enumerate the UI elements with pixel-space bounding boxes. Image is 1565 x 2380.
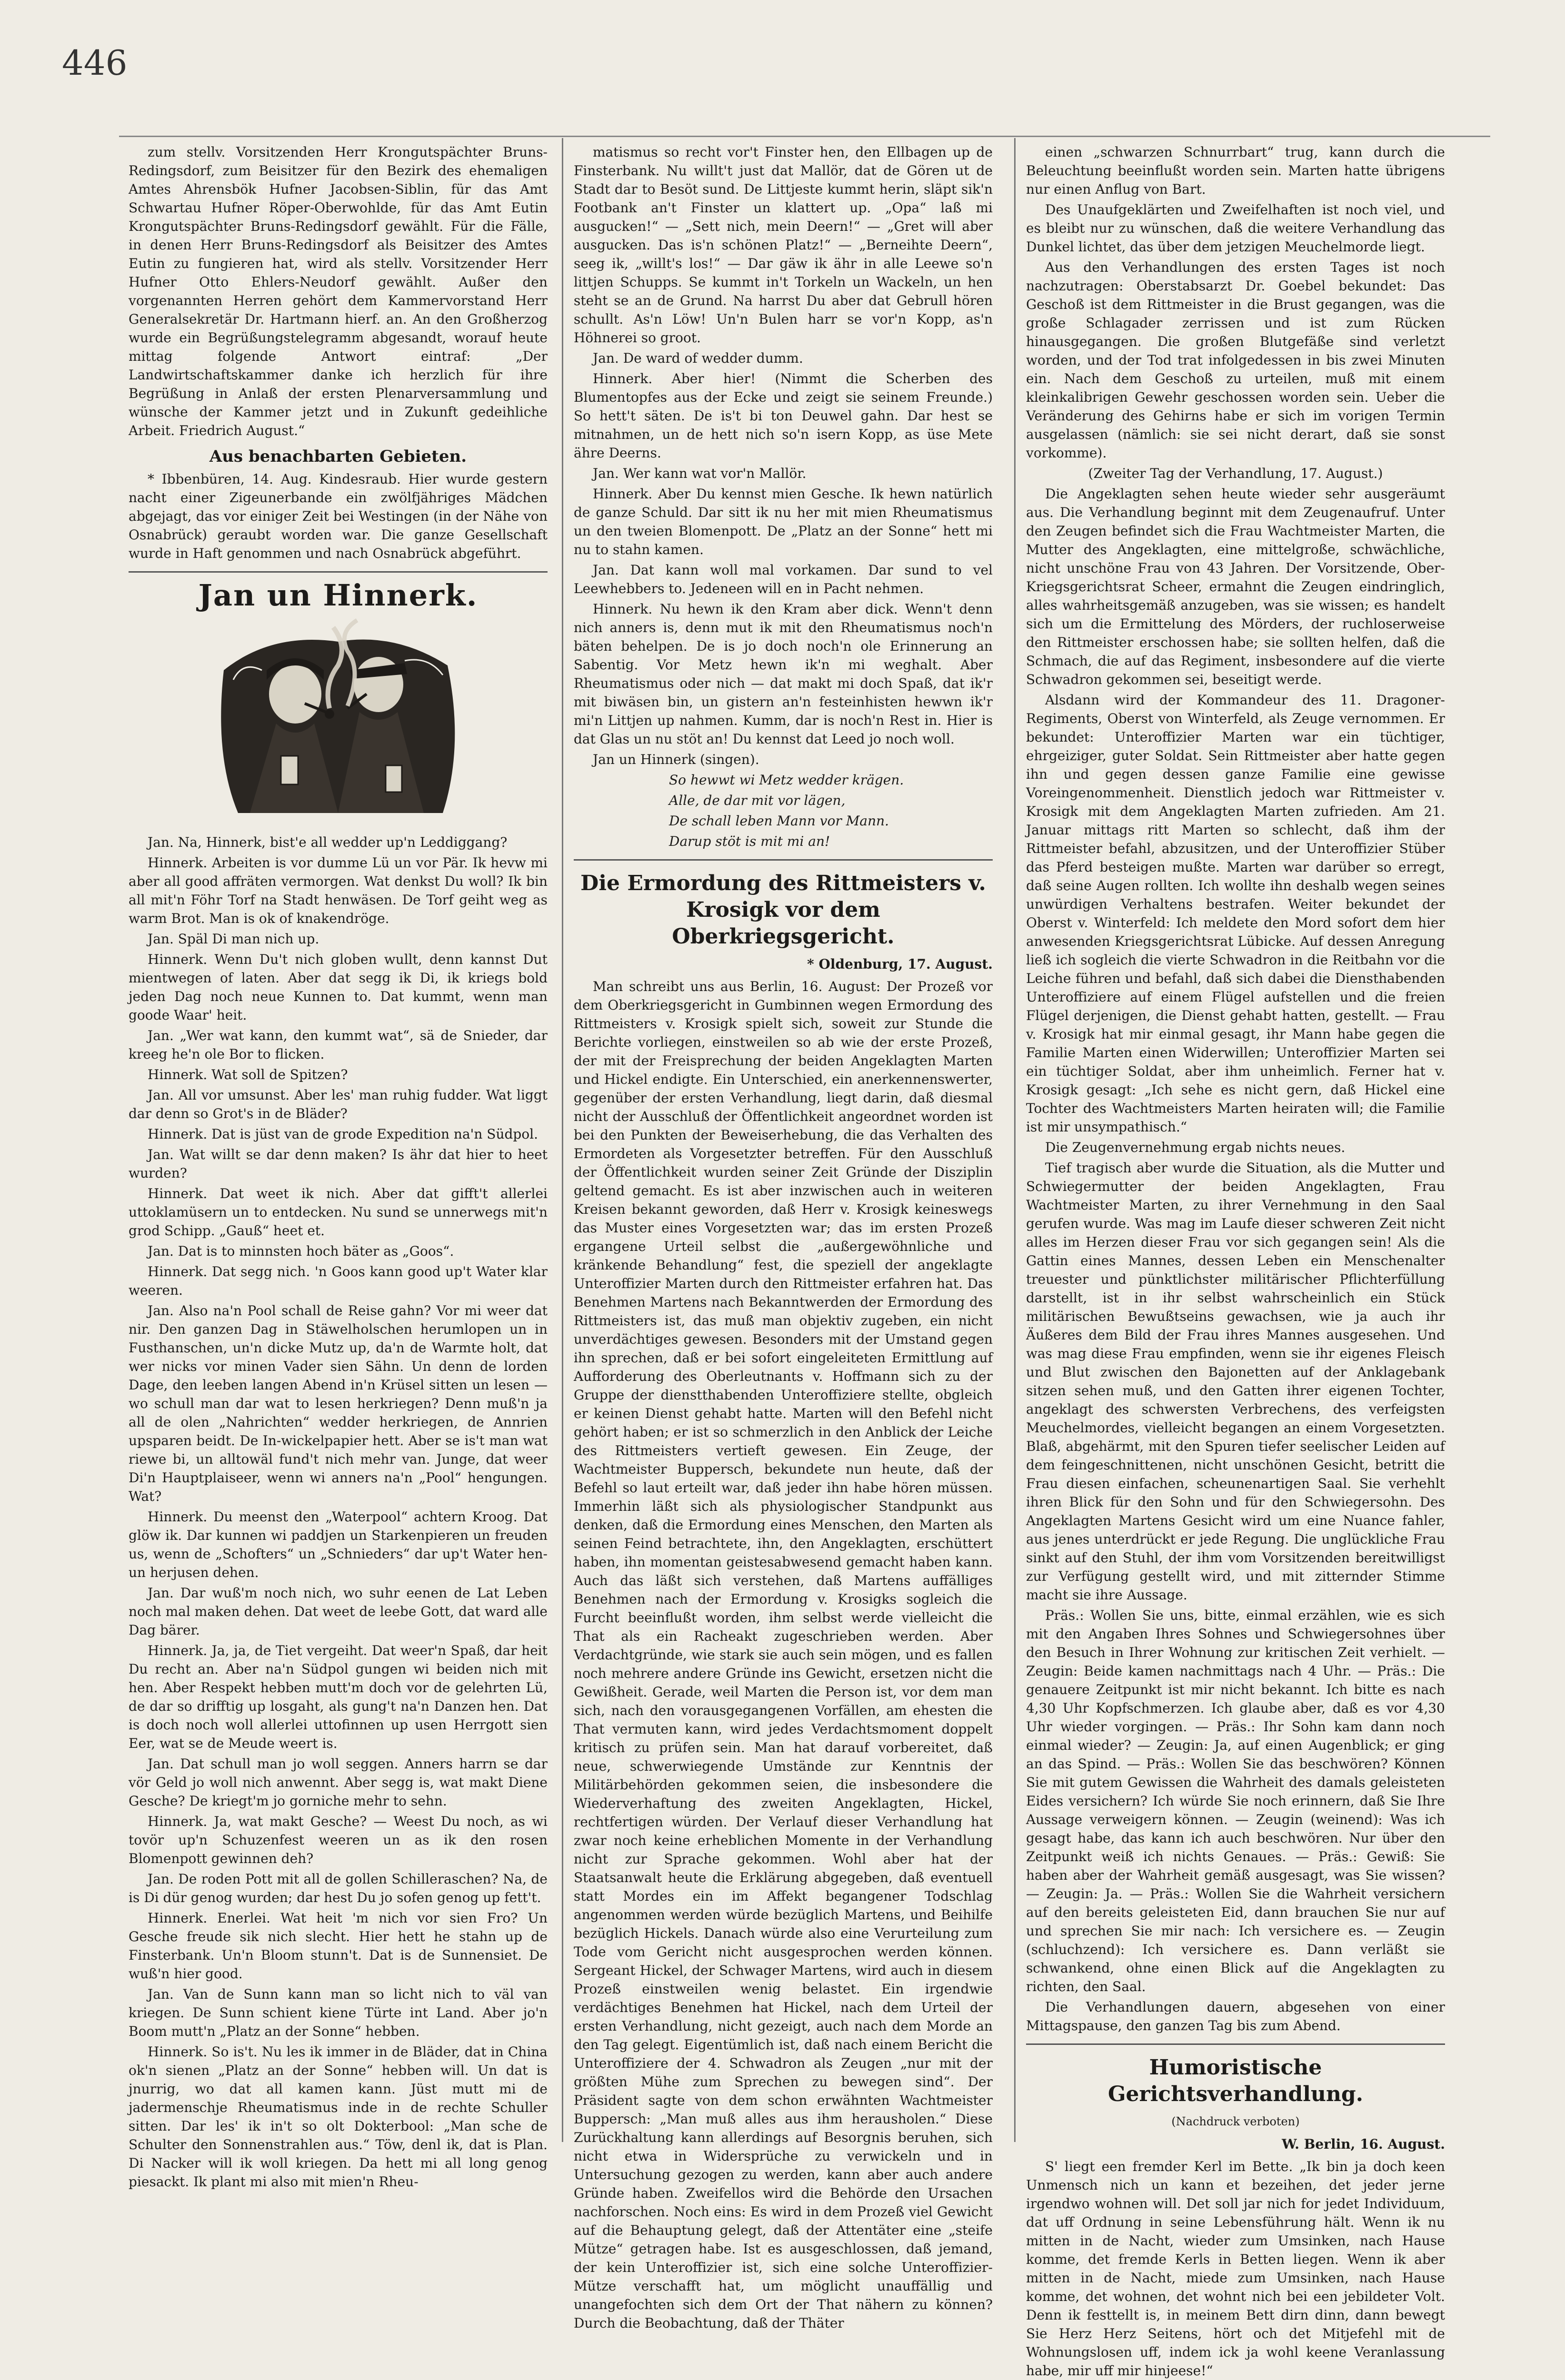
dialogue-line: Hinnerk. So is't. Nu les ik immer in de Bläder, dat in China ok'n sienen „Platz an der Sonne“ hebben will. Un dat is jnurrig, wo dat all kamen kann. Jüst mutt mi de jadermenschje Rheumatismus inde in de rechte Schuller sitten. Dar les' ik in't so olt Dokterbool: „Man sche de Schulter den Sonnenstrahlen aus.“ Töw, denl ik, dat is Plan. Di Nacker will ik woll kriegen. Da hett mi all long genog piesackt. Ik plant mi also mit mien'n Rheu-	[129, 2044, 548, 2190]
article-paragraph: Die Verhandlungen dauern, abgesehen von einer Mittagspause, den ganzen Tag bis zum Abend.	[1026, 1999, 1445, 2033]
article-paragraph: Man schreibt uns aus Berlin, 16. August: Der Prozeß vor dem Oberkriegsgericht in Gumbinnen wegen Ermordung des Rittmeisters v. Krosigk spielt sich, soweit zur Stunde die Berichte vorliegen, einstweilen so ab wie der erste Prozeß, der mit der Freisprechung der beiden Angeklagten Marten und Hickel endigte. Ein Unterschied, ein anerkennenswerter, gegenüber der ersten Verhandlung, liegt darin, daß diesmal nicht der Ausschluß der Öffentlichkeit angeordnet worden ist bei den Punkten der Beweiserhebung, die das Verhalten des Ermordeten als Vorgesetzter betreffen. Für den Ausschluß der Öffentlichkeit wurden seiner Zeit Gründe der Disziplin geltend gemacht. Es ist aber inzwischen auch in weiteren Kreisen bekannt geworden, daß Herr v. Krosigk keineswegs das Muster eines Vorgesetzten war; das im ersten Prozeß ergangene Urteil selbst die „außergewöhnliche und kränkende Behandlung“ fest, die speziell der angeklagte Unteroffizier Marten durch den Rittmeister erfahren hat. Das Benehmen Martens nach Bekanntwerden der Ermordung des Rittmeisters ist, das muß man objektiv zugeben, ein nicht unverdächtiges gewesen. Besonders mit der Umstand gegen ihn sprechen, daß er bei sofort eingeleiteten Ermittlung auf Aufforderung des Oberleutnants v. Hoffmann sich zu der Gruppe der dienstthabenden Unteroffiziere stellte, obgleich er keinen Dienst gehabt hatte. Marten will den Befehl nicht gehört haben; er ist so schmerzlich in den Anblick der Leiche des Rittmeisters vertieft gewesen. Ein Zeuge, der Wachtmeister Buppersch, bekundete nun heute, daß der Befehl so laut erteilt war, daß jeder ihn habe hören müssen. Immerhin läßt sich als physiologischer Standpunkt aus denken, daß die Ermordung eines Menschen, den Marten als seinen Feind betrachtete, ihn, den Angeklagten, erschüttert haben, ihn momentan geistesabwesend gemacht haben kann. Auch das läßt sich verstehen, daß Martens auffälliges Benehmen nach der Ermordung v. Krosigks sogleich die Furcht beeinflußt worden, ihm selbst werde vielleicht die That als ein Racheakt zugeschrieben werden. Aber Verdachtgründe, wie stark sie auch sein mögen, und es fallen noch mehrere andere Gründe ins Gewicht, ersetzen nicht die Gewißheit. Gerade, weil Marten die Person ist, vor dem man sich, nach den vorausgegangenen Vorfällen, am ehesten die That vermuten kann, wird jedes Verdachtsmoment doppelt kritisch zu prüfen sein. Man hat darauf vorbereitet, daß neue, schwerwiegende Umstände zur Kenntnis der Militärbehörden gekommen seien, die insbesondere die Wiederverhaftung des zweiten Angeklagten, Hickel, rechtfertigen würden. Der Verlauf dieser Verhandlung hat zwar noch keine erheblichen Momente in der Verhandlung nicht zur Sprache gekommen. Wohl aber hat der Staatsanwalt heute die Erklärung abgegeben, daß eventuell statt Mordes ein im Affekt begangener Todschlag angenommen werden würde bezüglich Martens, und Beihilfe bezüglich Hickels. Danach würde also eine Verurteilung zum Tode vom Gericht nicht ausgesprochen werden können. Sergeant Hickel, der Schwager Martens, wird auch in diesem Prozeß einstweilen wenig belastet. Ein irgendwie verdächtiges Benehmen hat Hickel, nach dem Urteil der ersten Verhandlung, nicht gezeigt, auch nach dem Morde an den Tag gelegt. Eigentümlich ist, daß nach einem Bericht die Unteroffiziere der 4. Schwadron als Zeugen „nur mit der größten Mühe zum Sprechen zu bewegen sind“. Der Präsident sagte von dem schon erwähnten Wachtmeister Buppersch: „Man muß alles aus ihm herausholen.“ Diese Zurückhaltung kann allerdings auf Besorgnis beruhen, sich nicht etwa in Widersprüche zu verwickeln und in Untersuchung gezogen zu werden, kann aber auch andere Gründe haben. Zweifellos wird die Behörde den Ursachen nachforschen. Noch eins: Es wird in dem Prozeß viel Gewicht auf die Behauptung gelegt, daß der Attentäter eine „steife Mütze“ getragen habe. Ist es ausgeschlossen, daß jemand, der kein Unteroffizier ist, sich eine solche Unteroffizier-Mütze verschafft hat, um möglicht unauffällig und unangefochten sich dem Ort der That nähern zu können? Durch die Beobachtung, daß der Thäter	[574, 979, 993, 2331]
divider	[1026, 2043, 1445, 2045]
article-paragraph: Alsdann wird der Kommandeur des 11. Dragoner-Regiments, Oberst von Winterfeld, als Zeuge vernommen. Er bekundet: Unteroffizier Marten war ein tüchtiger, ehrgeiziger, guter Soldat. Sein Rittmeister aber hatte gegen ihn und gegen dessen ganze Familie eine gewisse Voreingenommenheit. Dienstlich jedoch war Rittmeister v. Krosigk mit dem Angeklagten Marten zufrieden. Am 21. Januar mittags ritt Marten so schlecht, daß ihm der Rittmeister befahl, abzusitzen, und der Unteroffizier Stüber das Pferd besteigen mußte. Marten war darüber so erregt, daß seine Augen rollten. Ich wollte ihn deshalb wegen seines unwürdigen Verhaltens bestrafen. Weiter bekundet der Oberst v. Winterfeld: Ich meldete den Mord sofort dem hier anwesenden Kriegsgerichtsrat Lübicke. Auf dessen Anregung ließ ich sogleich die vierte Schwadron in die Reitbahn vor die Leiche führen und befahl, daß sich dabei die Diensthabenden Unteroffiziere auf einem Flügel aufstellen und die freien Flügel derjenigen, die Dienst gehabt hatten, gestellt. — Frau v. Krosigk hat mir einmal gesagt, ihr Mann habe gegen die Familie Marten einen Widerwillen; Unteroffizier Marten sei ein tüchtiger Soldat, aber ihm unheimlich. Ferner hat v. Krosigk gesagt: „Ich sehe es nicht gern, daß Hickel eine Tochter des Wachtmeisters Marten heiraten will; die Familie ist mir unsympathisch.“	[1026, 692, 1445, 1135]
dialogue-line: Hinnerk. Dat segg nich. 'n Goos kann good up't Water klar weeren.	[129, 1264, 548, 1298]
song-verse: Alle, de dar mit vor lägen,	[669, 793, 846, 808]
dialogue-line: Hinnerk. Aber hier! (Nimmt die Scherben des Blumentopfes aus der Ecke und zeigt sie seinem Freunde.) So hett't säten. De is't bi ton Deuwel gahn. Dar hest se mitnahmen, un de hett nich so'n isern Kopp, as üse Mete ähre Deerns.	[574, 371, 993, 461]
dialogue-line: Jan. Van de Sunn kann man so licht nich to väl van kriegen. De Sunn schient kiene Türte int Land. Aber jo'n Boom mutt'n „Platz an der Sonne“ hebben.	[129, 1986, 548, 2039]
dialogue-line: Jan. Wat willt se dar denn maken? Is ähr dat hier to heet wurden?	[129, 1147, 548, 1181]
news-item: * Ibbenbüren, 14. Aug. Kindesraub. Hier wurde gestern nacht einer Zigeunerbande ein zwölfjähriges Mädchen abgejagt, das vor einiger Zeit bei Westingen (in der Nähe von Osnabrück) geraubt worden war. Die ganze Gesellschaft wurde in Haft genommen und nach Osnabrück abgeführt.	[129, 471, 548, 561]
dialogue-jan-hinnerk	[129, 833, 548, 2191]
feature-heading: Jan un Hinnerk.	[198, 578, 478, 613]
article-paragraph: einen „schwarzen Schnurrbart“ trug, kann durch die Beleuchtung beeinflußt worden sein. Marten hatte übrigens nur einen Anflug von Bart.	[1026, 144, 1445, 197]
song-verse: De schall leben Mann vor Mann.	[669, 813, 889, 829]
dateline: W. Berlin, 16. August.	[1282, 2136, 1445, 2152]
dialogue-line: matismus so recht vor't Finster hen, den Ellbagen up de Finsterbank. Nu willt't just dat Mallör, dat de Gören ut de Stadt dar to Besöt sund. De Littjeste kummt herin, släpt sik'n Footbank an't Finster un klattert up. „Opa“ laß mi ausgucken!“ — „Sett nich, mein Deern!“ — „Gret will aber ausgucken. Das is'n schönen Platz!“ — „Berneihte Deern“, seeg ik, „willt's los!“ — Dar gäw ik ähr in alle Leewe so'n littjen Schupps. Se kummt in't Torkeln un Wackeln, un hen steht se an de Grund. Na harrst Du aber dat Gebrull hören schullt. As'n Löw! Un'n Bulen harr se vor'n Kopp, as'n Höhnerei so groot.	[574, 144, 993, 346]
header-rule	[119, 136, 1490, 137]
dialogue-line: Hinnerk. Nu hewn ik den Kram aber dick. Wenn't denn nich anners is, denn mut ik mit den Rheumatismus noch'n bäten behelpen. De is jo doch noch'n ole Erinnerung an Sabentig. Vor Metz hewn ik'n mi weghalt. Aber Rheumatismus oder nich — dat makt mi doch Spaß, dat ik'r mit biwäsen bin, un gistern an'n festeinhisten hewwn ik'r mi'n Littjen up nahmen. Kumm, dar is noch'n Rest in. Hier is dat Glas un nu stöt an! Du kennst dat Leed jo noch woll.	[574, 601, 993, 747]
column-rule	[562, 138, 563, 2142]
song-verse: So hewwt wi Metz wedder krägen.	[669, 772, 904, 788]
dialogue-line: Hinnerk. Wenn Du't nich globen wullt, denn kannst Dut mientwegen of laten. Aber dat segg ik Di, ik kriegs bold jeden Dag noch neue Kunnen to. Dat kummt, wenn man goode Waar' heit.	[129, 952, 548, 1023]
divider	[574, 859, 993, 861]
dialogue-line: Jan. Dat is to minnsten hoch bäter as „Goos“.	[148, 1243, 454, 1259]
dialogue-line: Hinnerk. Dat weet ik nich. Aber dat gifft't allerlei uttoklamüsern un to entdecken. Nu sund se unnerwegs mit'n grod Schipp. „Gauß“ heet et.	[129, 1186, 548, 1239]
dateline: * Oldenburg, 17. August.	[807, 956, 993, 972]
dialogue-line: Jan. Dat schull man jo woll seggen. Anners harrn se dar vör Geld jo woll nich anwennt. Aber segg is, wat makt Diene Gesche? De kriegt'm jo gorniche mehr to sehn.	[129, 1756, 548, 1809]
dialogue-line: Hinnerk. Aber Du kennst mien Gesche. Ik hewn natürlich de ganze Schuld. Dar sitt ik nu her mit mien Rheumatismus un den tweien Blomenpott. De „Platz an der Sonne“ hett mi nu to stahn kamen.	[574, 486, 993, 557]
dialogue-line: Jan. Wer kann wat vor'n Mallör.	[593, 466, 807, 481]
chamber-report: zum stellv. Vorsitzenden Herr Krongutspächter Bruns-Redingsdorf, zum Beisitzer für den Bezirk des ehemaligen Amtes Ahrensbök Hufner Jacobsen-Siblin, für das Amt Schwartau Hufner Röper-Oberwohlde, für das Amt Eutin Krongutspächter Bruns-Redingsdorf gewählt. Für die Fälle, in denen Herr Bruns-Redingsdorf als Beisitzer des Amtes Eutin zu fungieren hat, wird als stellv. Vorsitzender Herr Hufner Otto Ehlers-Neudorf gewählt. Außer den vorgenannten Herren gehört dem Kammervorstand Herr Generalsekretär Dr. Hartmann hierf. an. An den Großherzog wurde ein Begrüßungstelegramm abgesandt, worauf heute mittag folgende Antwort eintraf: „Der Landwirtschaftskammer danke ich herzlich für ihre Begrüßung in Anlaß der ersten Plenarversammlung und wünsche der Kammer jetzt und in Zukunft gedeihliche Arbeit. Friedrich August.“	[129, 144, 548, 438]
two-men-smoking-illustration	[205, 613, 471, 823]
session-heading: (Zweiter Tag der Verhandlung, 17. August.)	[1088, 466, 1383, 481]
dialogue-line: Jan un Hinnerk (singen).	[593, 752, 759, 767]
column-3	[1026, 143, 1445, 2380]
article-paragraph: Die Angeklagten sehen heute wieder sehr ausgeräumt aus. Die Verhandlung beginnt mit dem Zeugenaufruf. Unter den Zeugen befindet sich die Frau Wachtmeister Marten, die Mutter des Angeklagten, eine mittelgroße, schwächliche, nicht unschöne Frau von 43 Jahren. Der Vorsitzende, Ober-Kriegsgerichtsrat Scheer, ermahnt die Zeugen eindringlich, alles wahrheitsgemäß anzugeben, was sie wissen; es handelt sich um die Ermittelung des Mörders, der ruchloserweise den Rittmeister erschossen habe; sie sollten helfen, daß die Schmach, die auf das Regiment, insbesondere auf die vierte Schwadron gekommen sei, beseitigt werde.	[1026, 486, 1445, 687]
dialogue-line: Hinnerk. Arbeiten is vor dumme Lü un vor Pär. Ik hevw mi aber all good affräten vermorgen. Wat denkst Du woll? Ik bin all mit'n Föhr Torf na Stadt henwäsen. De Torf geiht weg as warm Brot. Man is ok of knakendröge.	[129, 855, 548, 926]
song-verse: Darup stöt is mit mi an!	[669, 833, 830, 849]
dialogue-line: Jan. Na, Hinnerk, bist'e all wedder up'n Leddiggang?	[148, 834, 508, 850]
column-rule	[1014, 138, 1016, 2142]
dialogue-line: Hinnerk. Wat soll de Spitzen?	[148, 1067, 348, 1082]
dialogue-line: Hinnerk. Du meenst den „Waterpool“ achtern Kroog. Dat glöw ik. Dar kunnen wi paddjen un Starkenpieren un freuden us, wenn de „Schofters“ un „Schnieders“ dar up't Water hen- un herjusen dehen.	[129, 1509, 548, 1580]
dialogue-line: Jan. All vor umsunst. Aber les' man ruhig fudder. Wat liggt dar denn so Grot's in de Bläder?	[129, 1087, 548, 1121]
column-2	[574, 143, 993, 2334]
dialogue-line: Hinnerk. Ja, wat makt Gesche? — Weest Du noch, as wi tovör up'n Schuzenfest weeren un as ik den rosen Blomenpott gewinnen deh?	[129, 1814, 548, 1866]
dialogue-line: Jan. Also na'n Pool schall de Reise gahn? Vor mi weer dat nir. Den ganzen Dag in Stäwelholschen herumlopen un in Fusthanschen, un'n dicke Mutz up, da'n de Warmte holt, dat wer nicks vor minen Vader sien Sähn. Un denn de lorden Dage, den leeben langen Abend in'n Krüsel sitten un lesen — wo schull man dar wat to lesen herkriegen? Denn muß'n ja all de olen „Nahrichten“ wedder herkriegen, de Annrien upsparen beidt. De In-wickelpapier hett. Aber se is't man wat riewe bi, un alltowäl fund't nich mehr van. Junge, dat weer Di'n Hauptplaiseer, wenn wi anners na'n „Pool“ hengungen. Wat?	[129, 1303, 548, 1504]
dialogue-line: Hinnerk. Ja, ja, de Tiet vergeiht. Dat weer'n Spaß, dar heit Du recht an. Aber na'n Südpol gungen wi beiden nich mit hen. Aber Respekt hebben mutt'm doch vor de gelehrten Lü, de dar so drifftig up losgaht, als gung't na'n Danzen hen. Dat is doch noch woll allerlei uttofinnen up usen Herrgott sien Eer, wat se de Meude weert is.	[129, 1643, 548, 1751]
dialogue-line: Jan. „Wer wat kann, den kummt wat“, sä de Snieder, dar kreeg he'n ole Bor to flicken.	[129, 1028, 548, 1062]
article-paragraph: S' liegt een fremder Kerl im Bette. „Ik bin ja doch keen Unmensch nich un kann et bezeihen, det jeder jerne irgendwo wohnen will. Det soll jar nich for jedet Individuum, dat uff Ordnung in seine Lebensführung hält. Wenn ik nu mitten in de Nacht, wieder zum Umsinken, nach Hause komme, det fremde Kerls in Betten liegen. Wenn ik aber mitten in de Nacht, miede zum Umsinken, nach Hause komme, det wohnen, det wohnt nich bei een jebildeter Volt. Denn ik festtellt is, in meinem Bett dirn dinn, dann bewegt Sie Herz Herz Seitens, hört och det Mitjefehl mit de Wohnungslosen uff, indem ick ja wohl keene Veranlassung habe, mir uff mir hinjeese!“	[1026, 2159, 1445, 2379]
article-heading: Die Ermordung des Rittmeisters v. Krosigk vor dem Oberkriegsgericht.	[580, 871, 986, 949]
section-heading: Aus benachbarten Gebieten.	[209, 447, 467, 466]
article-paragraph: Tief tragisch aber wurde die Situation, als die Mutter und Schwiegermutter der beiden Angeklagten, Frau Wachtmeister Marten, zu ihrer Vernehmung in den Saal gerufen wurde. Was mag im Laufe dieser schweren Zeit nicht alles im Herzen dieser Frau vor sich gegangen sein! Als die Gattin eines Mannes, dessen Leben ein Menschenalter treuester und pünktlichster militärischer Pflichterfüllung darstellt, ist in ihr selbst wahrscheinlich ein Stück militärischen Bewußtseins gewachsen, wie ja auch ihr Äußeres dem Bild der Frau ihres Mannes ausgesehen. Und was mag diese Frau empfinden, wenn sie ihr eigenes Fleisch und Blut zwischen den Bajonetten auf der Anklagebank sitzen sehen muß, und den Gatten ihrer eigenen Tochter, angeklagt des schwersten Verbrechens, des verfeigsten Meuchelmordes, vielleicht begangen an einem Vorgesetzten. Blaß, abgehärmt, mit den Spuren tiefer seelischer Leiden auf dem feingeschnittenen, nicht unschönen Gesicht, betritt die Frau diesen einfachen, scheunenartigen Saal. Sie verhehlt ihren Blick für den Sohn und für den Schwiegersohn. Des Angeklagten Martens Gesicht wird um eine Nuance fahler, aus jenes unterdrückt er jede Regung. Die unglückliche Frau sinkt auf den Stuhl, der ihm vom Vorsitzenden bereitwilligst zur Verfügung gestellt wird, und mit zitternder Stimme macht sie ihre Aussage.	[1026, 1160, 1445, 1603]
dialogue-line: Hinnerk. Enerlei. Wat heit 'm nich vor sien Fro? Un Gesche freude sik nich slecht. Hier hett he stahn up de Finsterbank. Un'n Bloom stunn't. Dat is de Sunnensiet. De wuß'n hier good.	[129, 1910, 548, 1982]
article-paragraph: Präs.: Wollen Sie uns, bitte, einmal erzählen, wie es sich mit den Angaben Ihres Sohnes und Schwiegersohnes über den Besuch in Ihrer Wohnung zur kritischen Zeit verhielt. — Zeugin: Beide kamen nachmittags nach 4 Uhr. — Präs.: Die genauere Zeitpunkt ist mir nicht bekannt. Ich bitte es nach 4,30 Uhr Kopfschmerzen. Ich glaube aber, daß es vor 4,30 Uhr wieder vorgingen. — Präs.: Ihr Sohn kam dann noch einmal wieder? — Zeugin: Ja, auf einen Augenblick; er ging an das Spind. — Präs.: Wollen Sie das beschwören? Können Sie mit gutem Gewissen die Wahrheit des damals geleisteten Eides versichern? Ich würde Sie noch erinnern, daß Sie Ihre Aussage verweigern können. — Zeugin (weinend): Was ich gesagt habe, das kann ich auch beschwören. Nur über den Zeitpunkt weiß ich nichts Genaues. — Präs.: Gewiß: Sie haben aber der Wahrheit gemäß ausgesagt, was Sie wissen? — Zeugin: Ja. — Präs.: Wollen Sie die Wahrheit versichern auf den bereits geleisteten Eid, dann brauchen Sie nur auf und sprechen Sie mir nach: Ich versichere es. — Zeugin (schluchzend): Ich versichere es. Dann verläßt sie schwankend, ohne einen Blick auf die Angeklagten zu richten, den Saal.	[1026, 1607, 1445, 1994]
dialogue-line: Jan. Späl Di man nich up.	[148, 931, 319, 947]
dialogue-line: Jan. De ward of wedder dumm.	[593, 350, 803, 366]
dialogue-line: Jan. Dar wuß'm noch nich, wo suhr eenen de Lat Leben noch mal maken dehen. Dat weet de leebe Gott, dat ward alle Dag bärer.	[129, 1585, 548, 1638]
dialogue-line: Jan. De roden Pott mit all de gollen Schilleraschen? Na, de is Di dür genog wurden; dar hest Du jo sofen genog up fett't.	[129, 1871, 548, 1905]
column-1	[129, 143, 548, 2193]
article-paragraph: Aus den Verhandlungen des ersten Tages ist noch nachzutragen: Oberstabsarzt Dr. Goebel bekundet: Das Geschoß ist dem Rittmeister in die Brust gegangen, was die große Schlagader zerrissen und ist zum Rücken hinausgegangen. Die großen Blutgefäße sind verletzt worden, und der Tod trat infolgedessen in bis zwei Minuten ein. Nach dem Geschoß zu urteilen, muß mit einem kleinkalibrigen Gewehr geschossen worden sein. Ueber die Veränderung des Gehirns habe er sich im vorigen Termin ausgelassen (nämlich: sie sei nicht derart, daß sie sonst vorkomme).	[1026, 259, 1445, 461]
dialogue-line: Jan. Dat kann woll mal vorkamen. Dar sund to vel Leewhebbers to. Jedeneen will en in Pacht nehmen.	[574, 562, 993, 596]
dialogue-line: Hinnerk. Dat is jüst van de grode Expedition na'n Südpol.	[148, 1126, 538, 1142]
reprint-note: (Nachdruck verboten)	[1171, 2115, 1300, 2128]
article-paragraph: Des Unaufgeklärten und Zweifelhaften ist noch viel, und es bleibt nur zu wünschen, daß die weitere Verhandlung das Dunkel lichtet, das über dem jetzigen Meuchelmorde liegt.	[1026, 202, 1445, 255]
page-number: 446	[62, 43, 128, 83]
humor-heading: Humoristische Gerichtsverhandlung.	[1107, 2055, 1364, 2106]
divider	[129, 571, 548, 573]
article-paragraph: Die Zeugenvernehmung ergab nichts neues.	[1045, 1140, 1346, 1155]
